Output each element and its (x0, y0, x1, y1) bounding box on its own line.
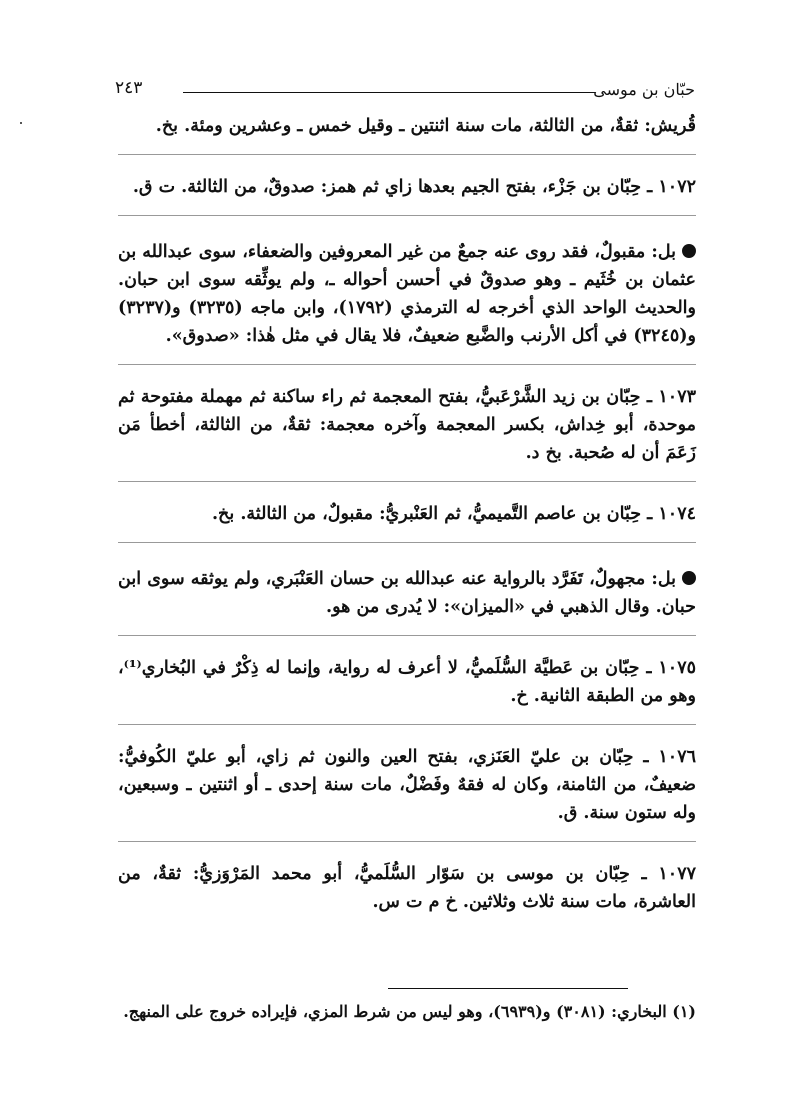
page-header (115, 78, 695, 110)
entry-1075: ١٠٧٥ ـ حِبّان بن عَطيَّة السُّلَميُّ، لا أعرف له رواية، وإنما له ذِكْرٌ في البُخاري⁽¹⁾، وهو من الطبقة الثانية. خ. (118, 658, 696, 706)
entry-1077: ١٠٧٧ ـ حِبّان بن موسى بن سَوّار السُّلَميُّ، أبو محمد المَرْوَزيُّ: ثقةٌ، من العاشرة، مات سنة ثلاث وثلاثين. خ م ت س. (118, 864, 696, 912)
editor-note-1072 (118, 238, 696, 350)
footnote-rule (388, 988, 628, 989)
entry-1072 (118, 173, 696, 201)
page-number: ٢٤٣ (115, 78, 143, 98)
note-text: بل: مجهولٌ، تَفَرَّد بالرواية عنه عبدالله بن حسان العَنْبَري، ولم يوثقه سوى ابن حبان. وقال الذهبي في «الميزان»: لا يُدرى من هو. (118, 569, 696, 617)
entry-1076: ١٠٧٦ ـ حِبّان بن عليّ العَنَزي، بفتح العين والنون ثم زاي، أبو عليّ الكُوفيُّ: ضعيفٌ، من الثامنة، وكان له فقهٌ وفَضْلٌ، مات سنة إحدى ـ أو اثنتين ـ وسبعين، وله ستون سنة. ق. (118, 747, 696, 823)
header-rule (183, 92, 595, 93)
main-text (118, 112, 696, 916)
entry-separator (118, 215, 696, 216)
editor-note-1074 (118, 565, 696, 621)
bullet-icon (682, 571, 696, 585)
margin-mark (20, 122, 22, 124)
entry-separator (118, 542, 696, 543)
bullet-icon (682, 244, 696, 258)
entry-separator (118, 481, 696, 482)
entry-1074: ١٠٧٤ ـ حِبّان بن عاصم التَّميميُّ، ثم العَنْبريُّ: مقبولٌ، من الثالثة. بخ. (211, 504, 696, 524)
entry-1073: ١٠٧٣ ـ حِبّان بن زيد الشَّرْعَبيُّ، بفتح المعجمة ثم راء ساكنة ثم مهملة مفتوحة ثم موحدة، أبو خِداش، بكسر المعجمة وآخره معجمة: ثقةٌ، من الثالثة، أخطأ مَن زَعَمَ أن له صُحبة. بخ د. (118, 387, 696, 463)
footnote: (١) البخاري: (٣٠٨١) و(٦٩٣٩)، وهو ليس من شرط المزي، فإيراده خروج على المنهج. (123, 1002, 696, 1021)
running-title: حبّان بن موسى (593, 80, 695, 99)
entry-separator (118, 841, 696, 842)
entry-separator (118, 635, 696, 636)
entry-text: ١٠٧٢ ـ حِبّان بن جَزْء، بفتح الجيم بعدها زاي ثم همز: صدوقٌ، من الثالثة. ت ق. (132, 177, 696, 197)
entry-separator (118, 154, 696, 155)
continuation-paragraph: قُريش: ثقةٌ، من الثالثة، مات سنة اثنتين ـ وقيل خمس ـ وعشرين ومئة. بخ. (155, 116, 696, 136)
entry-separator (118, 364, 696, 365)
note-text: بل: مقبولٌ، فقد روى عنه جمعٌ من غير المعروفين والضعفاء، سوى عبدالله بن عثمان بن خُثَيم ـ وهو صدوقٌ في أحسن أحواله ـ، ولم يوثِّقه سوى ابن حبان. والحديث الواحد الذي أخرجه له الترمذي (١٧٩٢)، وابن ماجه (٣٢٣٥) و(٣٢٣٧) و(٣٢٤٥) في أكل الأرنب والضَّبع ضعيفٌ، فلا يقال في مثل هٰذا: «صدوق». (118, 242, 696, 346)
entry-separator (118, 724, 696, 725)
